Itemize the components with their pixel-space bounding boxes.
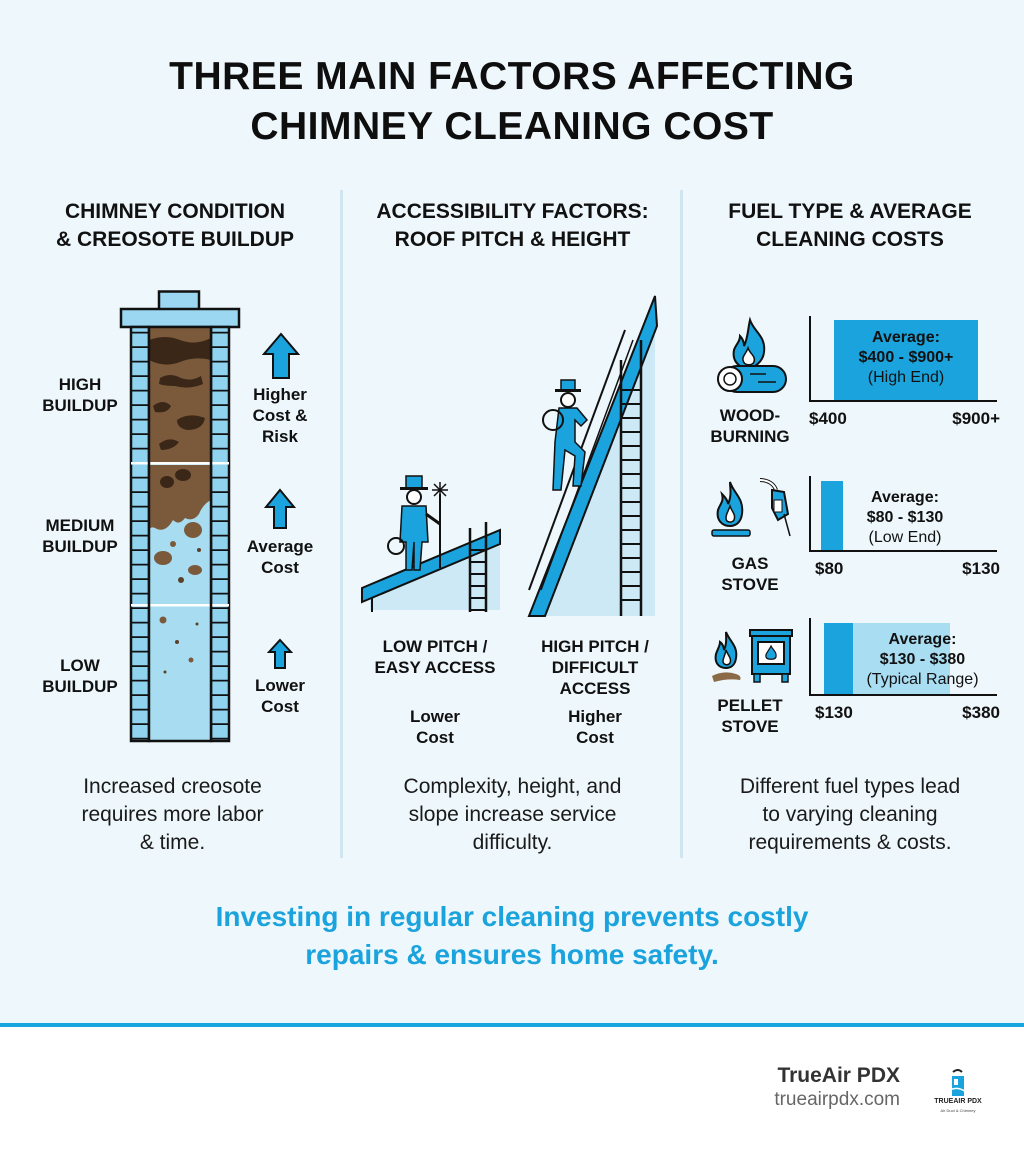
label-line: PELLET <box>717 696 783 715</box>
label-line: BUILDUP <box>42 537 118 556</box>
label-line: HIGH <box>58 375 102 394</box>
sweep-on-low-roof-icon <box>360 470 510 620</box>
cost-note: (Low End) <box>868 529 942 546</box>
logo-text: TRUEAIR PDX <box>934 1098 982 1105</box>
gas-flame-nozzle-icon <box>710 478 792 540</box>
label-wood-burning <box>705 405 795 447</box>
page-title-line1: THREE MAIN FACTORS AFFECTING <box>169 55 855 98</box>
label-line: LOW PITCH / <box>382 637 488 656</box>
average-label: Average: <box>888 631 957 648</box>
cost-low-pitch <box>360 706 510 748</box>
cost-range-label-gas <box>850 488 960 548</box>
page-title-line2: CHIMNEY CLEANING COST <box>250 105 774 148</box>
label-low-pitch <box>360 636 510 678</box>
pellet-stove-icon <box>710 628 796 686</box>
cost-high-pitch <box>520 706 670 748</box>
label-line: Higher <box>568 707 622 726</box>
description-line: difficulty. <box>472 831 553 854</box>
label-line: Higher <box>253 385 307 404</box>
label-line: Cost <box>576 728 614 747</box>
page-title <box>0 52 1024 152</box>
axis-tick-max: $130 <box>962 559 1000 578</box>
average-label: Average: <box>871 489 939 506</box>
cost-range-label-pellet <box>855 630 990 690</box>
description-line: & time. <box>139 831 206 854</box>
cost-range: $130 - $380 <box>879 651 966 668</box>
brand-name: TrueAir PDX <box>777 1064 900 1087</box>
column-title-line: CLEANING COSTS <box>756 228 944 251</box>
logo-subtext: Air Duct & Chimney <box>940 1108 976 1113</box>
label-line: Cost <box>261 558 299 577</box>
cost-higher-risk <box>230 384 330 447</box>
label-gas-stove <box>705 553 795 595</box>
label-line: BUILDUP <box>42 396 118 415</box>
average-label: Average: <box>872 329 940 346</box>
cost-range-label-wood <box>834 328 978 388</box>
label-line: Lower <box>254 676 306 695</box>
cost-note: (Typical Range) <box>866 671 979 688</box>
description-chimney-condition <box>0 773 345 857</box>
arrow-up-large-icon <box>262 332 300 380</box>
description-line: Increased creosote <box>83 775 262 798</box>
column-title-line: ACCESSIBILITY FACTORS: <box>376 200 649 223</box>
column-title-fuel-type <box>685 198 1015 254</box>
column-divider <box>680 190 683 858</box>
cost-range: $80 - $130 <box>866 509 944 526</box>
chart-axis-x <box>809 550 997 552</box>
axis-tick-max: $900+ <box>952 409 1000 428</box>
label-line: HIGH PITCH / <box>541 637 649 656</box>
label-line: Lower <box>409 707 461 726</box>
sweep-climbing-steep-roof-icon <box>525 290 665 620</box>
description-accessibility <box>345 773 680 857</box>
axis-tick-min: $400 <box>809 409 847 428</box>
axis-tick-min: $130 <box>815 703 853 722</box>
cost-average <box>230 536 330 578</box>
tagline <box>0 898 1024 974</box>
column-title-line: FUEL TYPE & AVERAGE <box>728 200 972 223</box>
trueair-logo-icon <box>948 1068 968 1098</box>
description-line: requirements & costs. <box>748 831 952 854</box>
description-line: slope increase service <box>408 803 617 826</box>
description-line: Complexity, height, and <box>403 775 622 798</box>
description-line: Different fuel types lead <box>739 775 961 798</box>
column-divider <box>340 190 343 858</box>
label-line: GAS <box>731 554 769 573</box>
label-line: Cost <box>416 728 454 747</box>
label-line: BURNING <box>710 427 790 446</box>
label-line: BUILDUP <box>42 677 118 696</box>
column-title-line: & CREOSOTE BUILDUP <box>55 228 294 251</box>
chart-axis-y <box>809 476 811 552</box>
label-line: ACCESS <box>559 679 631 698</box>
cost-range-bar-pellet <box>824 623 853 694</box>
tagline-line: repairs & ensures home safety. <box>305 939 719 970</box>
label-line: Cost & <box>252 406 308 425</box>
column-title-chimney-condition <box>0 198 350 254</box>
label-line: EASY ACCESS <box>374 658 496 677</box>
chart-axis-y <box>809 316 811 402</box>
wood-fire-icon <box>714 316 790 396</box>
label-line: STOVE <box>721 575 779 594</box>
chimney-creosote-icon <box>115 290 245 750</box>
brand-url[interactable]: trueairpdx.com <box>774 1089 900 1110</box>
axis-tick-min: $80 <box>815 559 844 578</box>
cost-range-bar-gas <box>821 481 843 550</box>
description-fuel-type <box>685 773 1015 857</box>
column-title-accessibility <box>345 198 680 254</box>
label-line: WOOD- <box>719 406 781 425</box>
cost-lower <box>230 675 330 717</box>
arrow-up-medium-icon <box>264 488 296 530</box>
label-high-buildup <box>30 374 130 416</box>
label-medium-buildup <box>30 515 130 557</box>
label-pellet-stove <box>705 695 795 737</box>
arrow-up-small-icon <box>267 638 293 670</box>
label-line: MEDIUM <box>45 516 115 535</box>
label-line: DIFFICULT <box>551 658 639 677</box>
axis-tick-max: $380 <box>962 703 1000 722</box>
tagline-line: Investing in regular cleaning prevents costly <box>215 901 809 932</box>
label-low-buildup <box>30 655 130 697</box>
column-title-line: CHIMNEY CONDITION <box>64 200 286 223</box>
cost-note: (High End) <box>867 369 945 386</box>
description-line: to varying cleaning <box>762 803 938 826</box>
chart-axis-y <box>809 618 811 696</box>
description-line: requires more labor <box>81 803 264 826</box>
chart-axis-x <box>809 400 997 402</box>
column-title-line: ROOF PITCH & HEIGHT <box>394 228 631 251</box>
label-line: Risk <box>262 427 298 446</box>
chart-axis-x <box>809 694 997 696</box>
cost-range: $400 - $900+ <box>858 349 954 366</box>
label-high-pitch <box>520 636 670 699</box>
label-line: Cost <box>261 697 299 716</box>
label-line: STOVE <box>721 717 779 736</box>
label-line: Average <box>246 537 314 556</box>
label-line: LOW <box>60 656 100 675</box>
